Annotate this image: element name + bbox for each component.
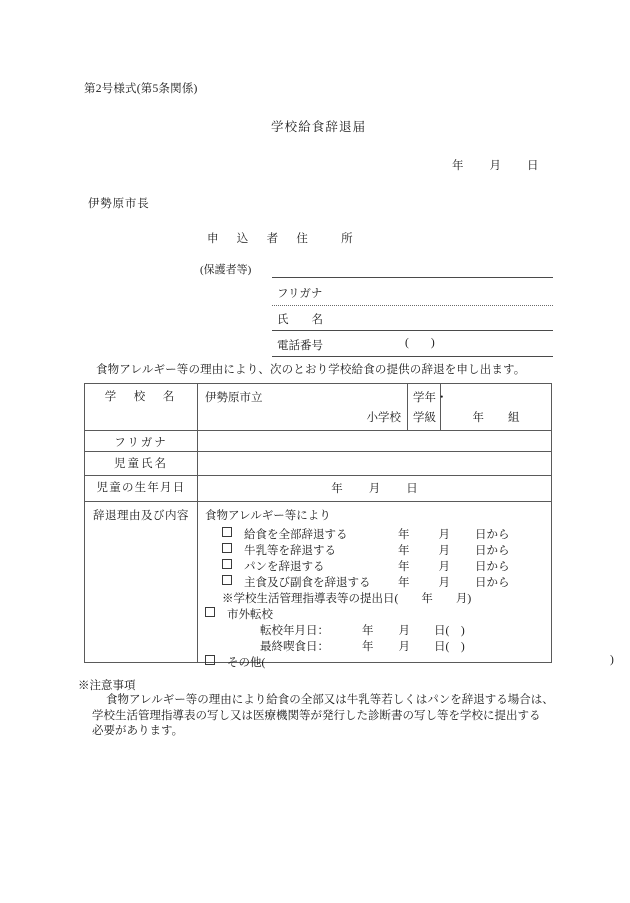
checkbox-icon[interactable] — [222, 527, 232, 537]
transfer-date-line — [260, 622, 465, 638]
option-4-month: 月 — [438, 577, 450, 589]
last-meal-month: 月 — [398, 641, 410, 653]
grade-value-cell[interactable] — [441, 384, 552, 431]
school-name-label: 学 校 名 — [104, 391, 178, 403]
transfer-date-month: 月 — [398, 625, 410, 637]
reason-option-4[interactable] — [222, 574, 371, 590]
intro-sentence: 食物アレルギー等の理由により、次のとおり学校給食の提供の辞退を申し出ます。 — [96, 364, 526, 376]
last-meal-date-line — [260, 638, 465, 654]
notes-line-2: 学校生活管理指導表の写し又は医療機関等が発行した診断書の写し等を学校に提出する — [92, 709, 541, 722]
checkbox-icon[interactable] — [205, 607, 215, 617]
transfer-date-day: 日( ) — [434, 625, 465, 637]
applicant-name-label: 氏 名 — [277, 314, 323, 326]
reason-submission-note: ※学校生活管理指導表等の提出日( 年 月) — [222, 593, 472, 605]
birth-month-label: 月 — [368, 483, 381, 495]
birthdate-label: 児童の生年月日 — [96, 482, 186, 494]
reason-body-cell — [198, 502, 614, 669]
reason-option-1[interactable] — [222, 526, 348, 542]
applicant-address-rule — [272, 277, 553, 278]
birthdate-label-cell — [85, 476, 198, 502]
school-name-value-cell[interactable] — [198, 384, 408, 431]
applicant-guardian-label: (保護者等) — [200, 264, 252, 276]
reason-option-4-date — [398, 574, 510, 590]
grade-value-units — [441, 409, 551, 425]
phone-paren-open: ( — [405, 337, 409, 349]
applicant-name-rule — [272, 330, 553, 331]
grade-label-line2: 学級 — [413, 412, 436, 424]
date-year-label: 年 — [452, 160, 464, 172]
reason-other-option[interactable] — [205, 654, 265, 670]
phone-paren-close: ) — [430, 337, 435, 349]
reason-heading: 食物アレルギー等により — [205, 510, 331, 522]
child-name-label-cell — [85, 452, 198, 476]
child-name-value-cell[interactable] — [198, 452, 552, 476]
checkbox-icon[interactable] — [222, 543, 232, 553]
child-furigana-label: フリガナ — [114, 437, 168, 449]
reason-option-4-label: 主食及び副食を辞退する — [244, 577, 371, 589]
table-row-school — [85, 384, 552, 431]
reason-label: 辞退理由及び内容 — [93, 510, 189, 522]
date-month-label: 月 — [489, 160, 501, 172]
birth-day-label: 日 — [406, 483, 418, 495]
checkbox-icon[interactable] — [205, 655, 215, 665]
option-1-year: 年 — [398, 529, 410, 541]
option-3-day-from: 日から — [475, 561, 510, 573]
grade-label-line1: 学年・ — [413, 392, 448, 404]
reason-option-3[interactable] — [222, 558, 325, 574]
grade-class-label: 組 — [508, 412, 520, 424]
notes-line-3: 必要があります。 — [92, 725, 184, 737]
reason-transfer-option[interactable] — [205, 606, 273, 622]
notes-body — [92, 693, 562, 740]
grade-label-cell — [408, 384, 448, 431]
notes-heading: ※注意事項 — [78, 680, 136, 692]
option-1-day-from: 日から — [475, 529, 510, 541]
last-meal-year: 年 — [362, 641, 374, 653]
application-table — [84, 383, 614, 669]
reason-other-label: その他( — [227, 657, 266, 669]
date-day-label: 日 — [527, 160, 539, 172]
reason-transfer-label: 市外転校 — [227, 609, 273, 621]
birthdate-value-cell[interactable] — [198, 476, 552, 502]
child-furigana-value-cell[interactable] — [198, 431, 552, 452]
option-3-month: 月 — [438, 561, 450, 573]
table-row-reason — [85, 502, 552, 663]
reason-option-2-label: 牛乳等を辞退する — [244, 545, 336, 557]
option-2-month: 月 — [438, 545, 450, 557]
child-name-value — [198, 452, 551, 460]
reason-option-1-date — [398, 526, 510, 542]
submission-date-line — [452, 157, 539, 173]
applicant-phone-parens — [405, 337, 435, 349]
last-meal-day: 日( ) — [434, 641, 465, 653]
school-city-prefix: 伊勢原市立 — [205, 392, 263, 404]
applicant-furigana-label: フリガナ — [277, 288, 323, 300]
school-type-suffix: 小学校 — [366, 412, 401, 424]
transfer-date-label: 転校年月日： — [260, 625, 329, 637]
birth-year-label: 年 — [331, 483, 343, 495]
option-2-day-from: 日から — [475, 545, 510, 557]
option-3-year: 年 — [398, 561, 410, 573]
applicant-phone-label: 電話番号 — [277, 340, 323, 352]
notes-line-1: 食物アレルギー等の理由により給食の全部又は牛乳等若しくはパンを辞退する場合は、 — [106, 694, 554, 706]
option-1-month: 月 — [438, 529, 450, 541]
transfer-date-year: 年 — [362, 625, 374, 637]
option-2-year: 年 — [398, 545, 410, 557]
applicant-phone-rule — [272, 356, 553, 357]
table-row-birthdate — [85, 476, 552, 502]
reason-option-2-date — [398, 542, 510, 558]
form-number: 第2号様式(第5条関係) — [84, 83, 198, 95]
applicant-furigana-rule — [272, 305, 553, 306]
last-meal-label: 最終喫食日： — [260, 641, 329, 653]
table-row-child-furigana — [85, 431, 552, 452]
option-4-year: 年 — [398, 577, 410, 589]
reason-option-3-date — [398, 558, 510, 574]
grade-year-label: 年 — [472, 412, 484, 424]
table-row-child-name — [85, 452, 552, 476]
addressee: 伊勢原市長 — [88, 198, 150, 210]
school-name-label-cell — [85, 384, 198, 431]
checkbox-icon[interactable] — [222, 575, 232, 585]
reason-label-cell — [85, 502, 198, 663]
child-furigana-value — [198, 431, 551, 439]
checkbox-icon[interactable] — [222, 559, 232, 569]
reason-option-2[interactable] — [222, 542, 336, 558]
child-furigana-label-cell — [85, 431, 198, 452]
reason-option-3-label: パンを辞退する — [244, 561, 325, 573]
option-4-day-from: 日から — [475, 577, 510, 589]
reason-option-1-label: 給食を全部辞退する — [244, 529, 348, 541]
birthdate-units — [198, 476, 551, 496]
page-title: 学校給食辞退届 — [271, 120, 367, 134]
reason-other-close-paren: ) — [610, 654, 614, 666]
child-name-label: 児童氏名 — [114, 458, 168, 470]
applicant-address-label: 申 込 者 住 所 — [207, 233, 356, 245]
